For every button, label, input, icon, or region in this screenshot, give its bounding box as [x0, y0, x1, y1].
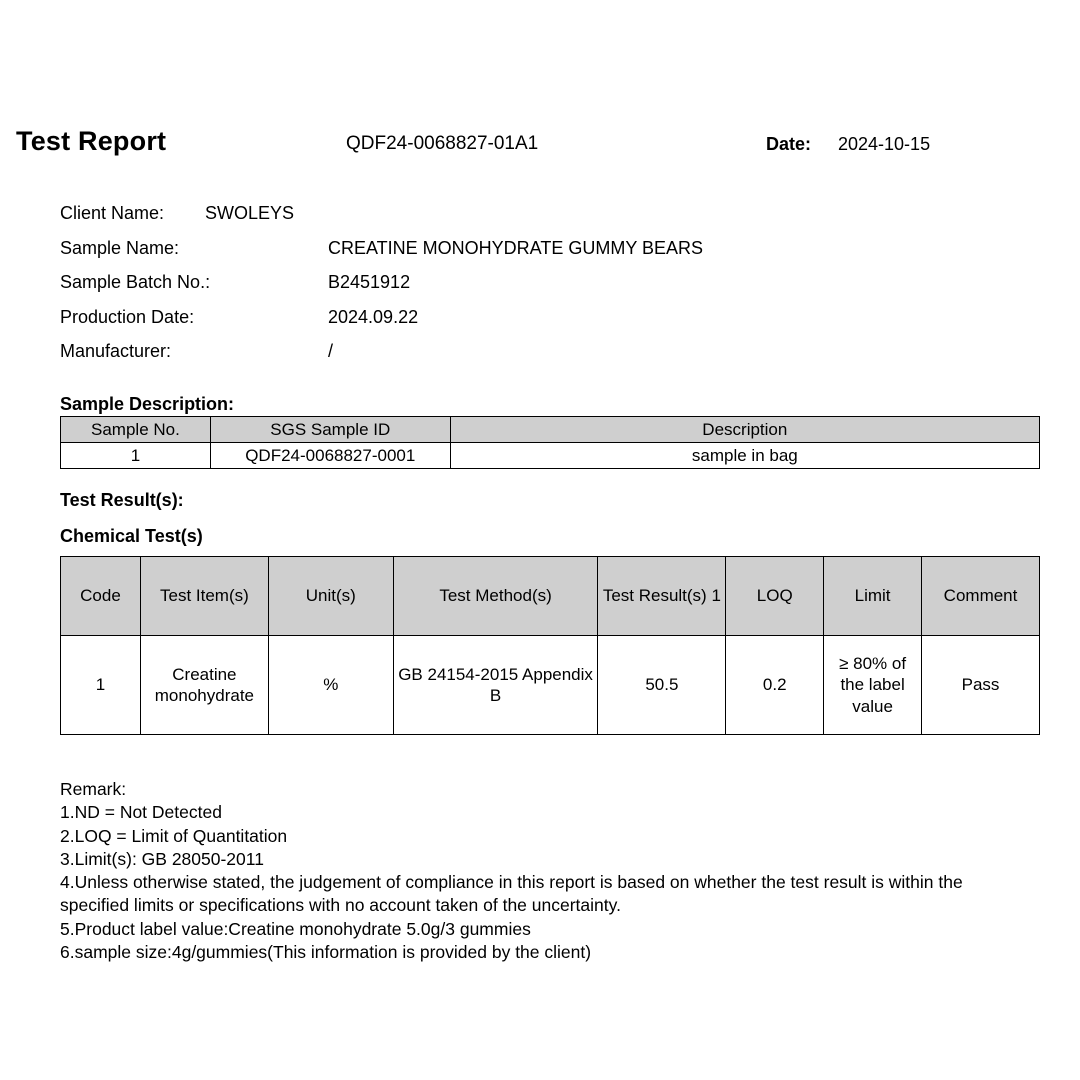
meta-value: 2024.09.22 [328, 306, 419, 327]
meta-value: SWOLEYS [205, 203, 295, 223]
meta-row-manufacturer [60, 341, 1040, 376]
date-label: Date: [766, 134, 812, 154]
column-header-code: Code [61, 557, 141, 636]
sample-meta-block [60, 203, 1040, 376]
column-header-description: Description [450, 417, 1039, 443]
remark-line-2: 2.LOQ = Limit of Quantitation [60, 825, 288, 846]
report-number: QDF24-0068827-01A1 [346, 133, 539, 154]
chemical-tests-heading: Chemical Test(s) [60, 526, 203, 546]
column-header-sample-no: Sample No. [61, 417, 211, 443]
remark-line-4: 4.Unless otherwise stated, the judgement of compliance in this report is based on whether the test result is within the specified limits or specifications with no account taken of the uncertainty. [60, 872, 963, 916]
cell-limit: ≥ 80% of the label value [824, 636, 922, 735]
cell-description: sample in bag [450, 443, 1039, 469]
meta-label: Sample Name: [60, 237, 180, 258]
meta-row-sample-batch-no [60, 272, 1040, 307]
page-title: Test Report [16, 126, 167, 156]
column-header-units: Unit(s) [268, 557, 393, 636]
meta-label: Manufacturer: [60, 341, 172, 361]
cell-test-result: 50.5 [598, 636, 726, 735]
meta-label: Client Name: [60, 203, 165, 223]
column-header-test-methods: Test Method(s) [393, 557, 598, 636]
meta-row-client-name [60, 203, 1040, 238]
column-header-sgs-sample-id: SGS Sample ID [210, 417, 450, 443]
cell-code: 1 [61, 636, 141, 735]
remark-line-5: 5.Product label value:Creatine monohydrate 5.0g/3 gummies [60, 918, 531, 939]
remarks-block [60, 778, 1025, 964]
column-header-test-items: Test Item(s) [140, 557, 268, 636]
cell-sgs-sample-id: QDF24-0068827-0001 [210, 443, 450, 469]
remarks-title: Remark: [60, 779, 127, 799]
meta-label: Production Date: [60, 306, 195, 327]
chemical-test-table [60, 556, 1040, 735]
cell-unit: % [268, 636, 393, 735]
meta-value: B2451912 [328, 272, 411, 292]
table-row [61, 636, 1040, 735]
remark-line-6: 6.sample size:4g/gummies(This information is provided by the client) [60, 941, 592, 962]
table-row [61, 443, 1040, 469]
table-header-row [61, 417, 1040, 443]
sample-description-table [60, 416, 1040, 469]
meta-row-production-date [60, 307, 1040, 342]
sample-description-heading: Sample Description: [60, 394, 235, 414]
table-header-row [61, 557, 1040, 636]
remark-line-3: 3.Limit(s): GB 28050-2011 [60, 848, 264, 869]
cell-test-item: Creatine monohydrate [140, 636, 268, 735]
column-header-test-results: Test Result(s) 1 [598, 557, 726, 636]
column-header-comment: Comment [922, 557, 1040, 636]
meta-value: / [328, 341, 334, 361]
cell-loq: 0.2 [726, 636, 824, 735]
meta-row-sample-name [60, 238, 1040, 273]
meta-value: CREATINE MONOHYDRATE GUMMY BEARS [328, 237, 704, 258]
report-header [0, 126, 1080, 170]
cell-comment: Pass [922, 636, 1040, 735]
date-value: 2024-10-15 [838, 134, 931, 154]
test-results-heading: Test Result(s): [60, 490, 184, 510]
remark-line-1: 1.ND = Not Detected [60, 802, 222, 823]
cell-test-method: GB 24154-2015 Appendix B [393, 636, 598, 735]
meta-label: Sample Batch No.: [60, 272, 211, 292]
cell-sample-no: 1 [61, 443, 211, 469]
column-header-loq: LOQ [726, 557, 824, 636]
column-header-limit: Limit [824, 557, 922, 636]
